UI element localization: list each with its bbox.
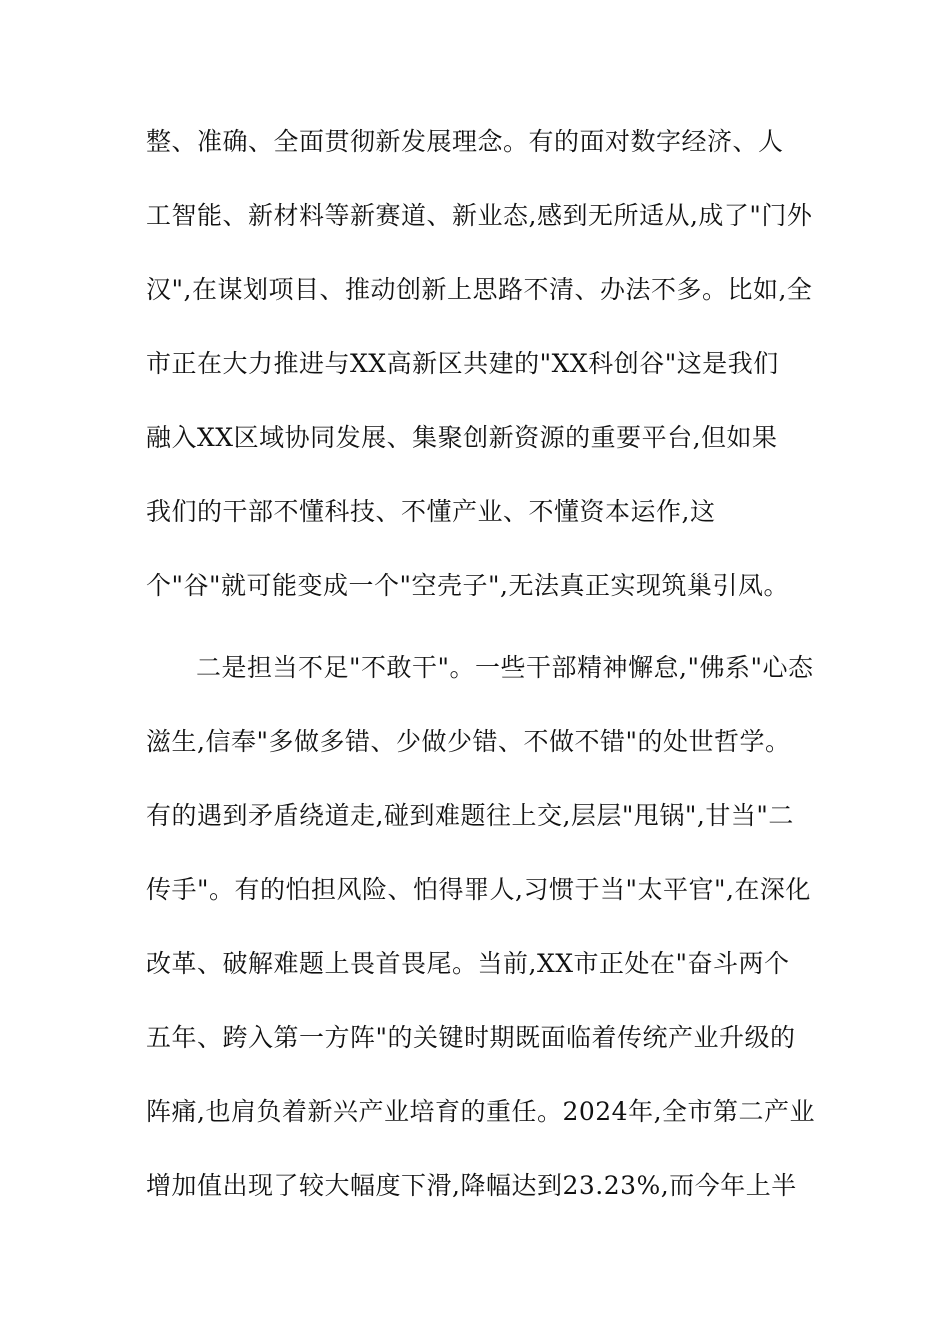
text-line: 我们的干部不懂科技、不懂产业、不懂资本运作,这 (146, 497, 716, 526)
text-line: 融入XX区域协同发展、集聚创新资源的重要平台,但如果 (146, 423, 778, 452)
text-line: 个"谷"就可能变成一个"空壳子",无法真正实现筑巢引凤。 (146, 571, 789, 600)
text-line: 增加值出现了较大幅度下滑,降幅达到23.23%,而今年上半 (146, 1171, 797, 1200)
text-line: 市正在大力推进与XX高新区共建的"XX科创谷"这是我们 (146, 349, 779, 378)
text-line: 整、准确、全面贯彻新发展理念。有的面对数字经济、人 (146, 127, 784, 156)
text-line: 汉",在谋划项目、推动创新上思路不清、办法不多。比如,全 (146, 275, 813, 304)
text-line: 传手"。有的怕担风险、怕得罪人,习惯于当"太平官",在深化 (146, 875, 811, 904)
text-line: 阵痛,也肩负着新兴产业培育的重任。2024年,全市第二产业 (146, 1097, 816, 1126)
text-line: 五年、跨入第一方阵"的关键时期既面临着传统产业升级的 (146, 1023, 796, 1052)
text-line: 有的遇到矛盾绕道走,碰到难题往上交,层层"甩锅",甘当"二 (146, 801, 794, 830)
text-line: 工智能、新材料等新赛道、新业态,感到无所适从,成了"门外 (146, 201, 813, 230)
text-line: 滋生,信奉"多做多错、少做少错、不做不错"的处世哲学。 (146, 727, 791, 756)
text-line: 改革、破解难题上畏首畏尾。当前,XX市正处在"奋斗两个 (146, 949, 790, 978)
paragraph-start-line: 二是担当不足"不敢干"。一些干部精神懈怠,"佛系"心态 (196, 653, 814, 682)
